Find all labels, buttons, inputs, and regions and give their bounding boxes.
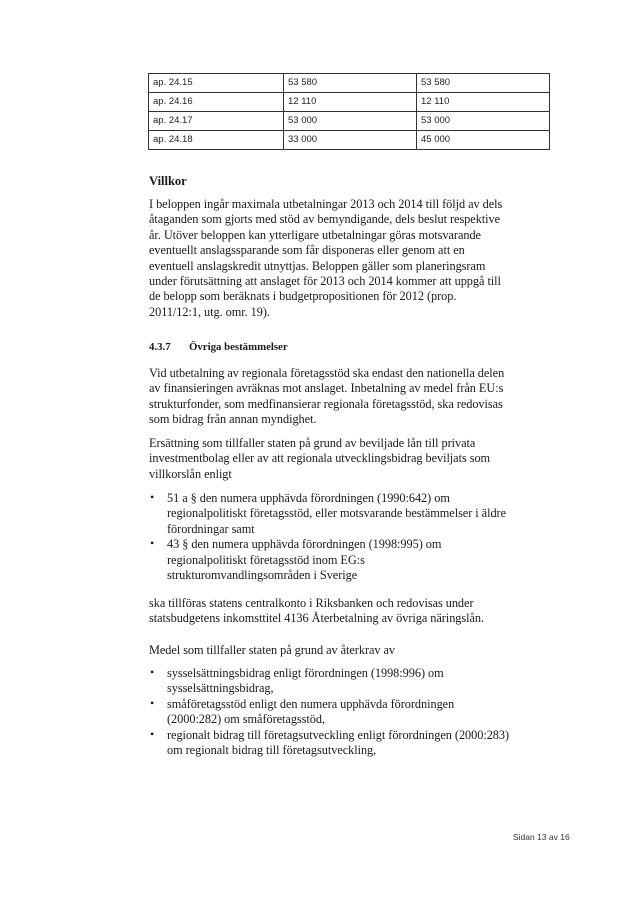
- text-line: småföretagsstöd enligt den numera upphävda förordningen: [167, 696, 455, 711]
- table-cell-value: 33 000: [284, 131, 417, 150]
- list-item: [149, 728, 559, 759]
- list-item: [149, 666, 559, 697]
- table-cell-value: 53 000: [417, 112, 550, 131]
- text-line: regionalpolitiskt företagsstöd, eller motsvarande bestämmelser i äldre: [167, 506, 507, 521]
- bullet-icon: •: [150, 536, 155, 551]
- text-line: (2000:282) om småföretagsstöd,: [167, 712, 325, 727]
- text-line: av finansieringen avräknas mot anslaget. Inbetalning av medel från EU:s: [149, 381, 504, 396]
- text-line: de belopp som beräknats i budgetpropositionen för 2012 (prop.: [149, 289, 457, 304]
- bullet-icon: •: [150, 665, 155, 679]
- text-line: regionalt bidrag till företagsutveckling enligt förordningen (2000:283): [167, 727, 510, 742]
- villkor-paragraph: [149, 197, 559, 320]
- text-line: ska tillföras statens centralkonto i Riksbanken och redovisas under: [149, 596, 474, 610]
- table-cell-value: 53 580: [417, 74, 550, 93]
- text-line: villkorslån enligt: [149, 466, 232, 481]
- bullet-icon: •: [150, 726, 155, 741]
- table-row: [149, 112, 550, 131]
- page-number: Sidan 13 av 16: [513, 832, 570, 842]
- table-row: [149, 93, 550, 112]
- text-line: Ersättning som tillfaller staten på grund av beviljade lån till privata: [149, 436, 476, 450]
- villkor-heading: Villkor: [149, 174, 187, 188]
- table-cell-value: 53 580: [284, 74, 417, 93]
- text-line: Vid utbetalning av regionala företagsstöd ska endast den nationella delen: [149, 366, 505, 380]
- text-line: 51 a § den numera upphävda förordningen (1990:642) om: [167, 491, 450, 505]
- budget-table: [148, 73, 550, 150]
- table-cell-item: ap. 24.15: [149, 74, 284, 93]
- text-line: statsbudgetens inkomsttitel 4136 Återbetalning av övriga näringslån.: [149, 611, 485, 626]
- list-item: [149, 697, 559, 728]
- table-cell-item: ap. 24.18: [149, 131, 284, 150]
- table-cell-item: ap. 24.16: [149, 93, 284, 112]
- table-cell-value: 12 110: [417, 93, 550, 112]
- text-line: under förutsättning att anslaget för 2013 och 2014 kommer att uppgå till: [149, 274, 501, 289]
- section-heading: [149, 340, 559, 354]
- table-row: [149, 74, 550, 93]
- bullet-list-forordningar: [149, 491, 559, 583]
- text-line: om regionalt bidrag till företagsutveckling,: [167, 743, 377, 758]
- table-cell-value: 53 000: [284, 112, 417, 131]
- paragraph-aterkrav: [149, 643, 559, 658]
- text-line: som bidrag från annan myndighet.: [149, 412, 317, 427]
- text-line: eventuellt anslagssparande som får disponeras eller genom att en: [149, 243, 465, 258]
- text-line: sysselsättningsbidrag,: [167, 681, 274, 696]
- text-line: regionalpolitiskt företagsstöd inom EG:s: [167, 552, 365, 567]
- list-item: [149, 537, 559, 583]
- bullet-icon: •: [150, 695, 155, 710]
- text-line: sysselsättningsbidrag enligt förordningen (1998:996) om: [167, 666, 444, 680]
- text-line: 2011/12:1, utg. omr. 19).: [149, 304, 270, 319]
- list-item: [149, 491, 559, 537]
- bullet-list-aterkrav: [149, 666, 559, 758]
- table-cell-value: 45 000: [417, 131, 550, 150]
- section-number: 4.3.7: [149, 341, 171, 353]
- text-line: år. Utöver beloppen kan ytterligare utbetalningar göras motsvarande: [149, 227, 481, 242]
- table-cell-value: 12 110: [284, 93, 417, 112]
- text-line: åtaganden som gjorts med stöd av bemyndigande, dels beslut respektive: [149, 212, 501, 227]
- paragraph-ersattning: [149, 436, 559, 482]
- bullet-icon: •: [150, 490, 155, 504]
- text-line: Medel som tillfaller staten på grund av återkrav av: [149, 643, 396, 657]
- text-line: eventuell anslagskredit utnyttjas. Beloppen gäller som planeringsram: [149, 258, 486, 273]
- text-line: strukturfonder, som medfinansierar regionala företagsstöd, ska redovisas: [149, 396, 503, 411]
- section-title: Övriga bestämmelser: [189, 341, 288, 353]
- text-line: 43 § den numera upphävda förordningen (1998:995) om: [167, 537, 442, 552]
- paragraph-utbetalning: [149, 366, 559, 428]
- table-cell-item: ap. 24.17: [149, 112, 284, 131]
- text-line: I beloppen ingår maximala utbetalningar 2013 och 2014 till följd av dels: [149, 197, 503, 211]
- text-line: strukturomvandlingsområden i Sverige: [167, 568, 358, 583]
- text-line: förordningar samt: [167, 521, 255, 536]
- paragraph-centralkonto: [149, 596, 559, 627]
- table-row: [149, 131, 550, 150]
- text-line: investmentbolag eller av att regionala utvecklingsbidrag beviljats som: [149, 451, 491, 466]
